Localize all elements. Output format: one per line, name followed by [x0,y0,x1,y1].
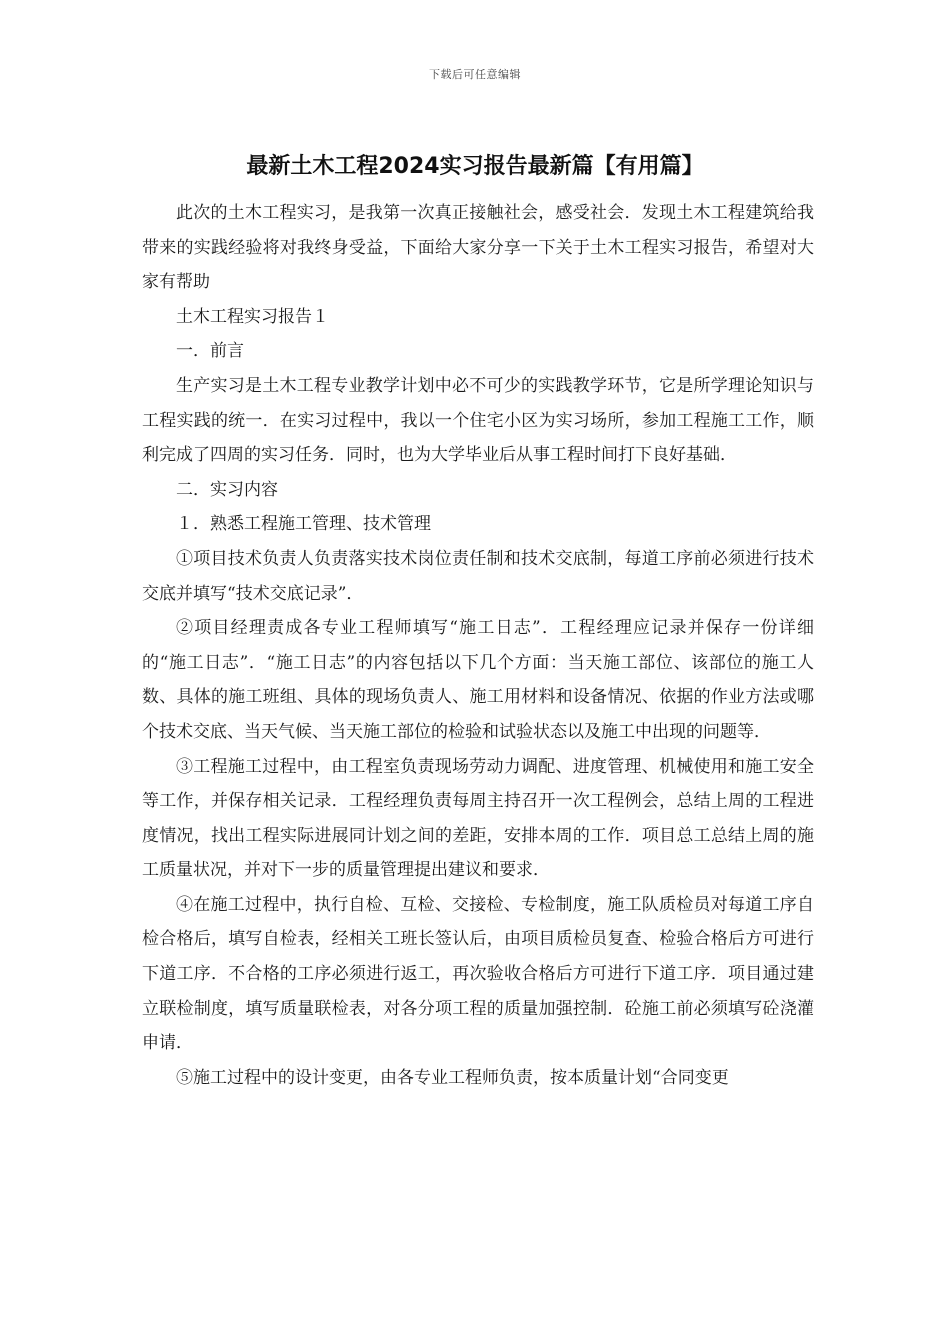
section-heading-content: 二．实习内容 [176,479,278,500]
list-item: ①项目技术负责人负责落实技术岗位责任制和技术交底制，每道工序前必须进行技术交底并填写“技术交底记录”． [142,548,814,604]
list-item: ⑤施工过程中的设计变更，由各专业工程师负责，按本质量计划“合同变更 [176,1067,729,1088]
report-subtitle: 土木工程实习报告１ [176,306,329,327]
intro-paragraph: 此次的土木工程实习，是我第一次真正接触社会，感受社会．发现土木工程建筑给我带来的实践经验将对我终身受益，下面给大家分享一下关于土木工程实习报告，希望对大家有帮助 [142,203,814,293]
document-title: 最新土木工程2024实习报告最新篇【有用篇】 [246,154,704,179]
document-body [142,196,814,1095]
body-paragraph: 生产实习是土木工程专业教学计划中必不可少的实践教学环节，它是所学理论知识与工程实践的统一．在实习过程中，我以一个住宅小区为实习场所，参加工程施工工作，顺利完成了四周的实习任务．同时，也为大学毕业后从事工程时间打下良好基础． [142,375,814,466]
subsection-heading: １．熟悉工程施工管理、技术管理 [176,514,431,535]
section-heading-preface: 一．前言 [176,341,244,362]
list-item: ④在施工过程中，执行自检、互检、交接检、专检制度，施工队质检员对每道工序自检合格后，填写自检表，经相关工班长签认后，由项目质检员复查、检验合格后方可进行下道工序．不合格的工序必须进行返工，再次验收合格后方可进行下道工序．项目通过建立联检制度，填写质量联检表，对各分项工程的质量加强控制．砼施工前必须填写砼浇灌申请． [142,894,814,1054]
list-item: ②项目经理责成各专业工程师填写“施工日志”．工程经理应记录并保存一份详细的“施工日志”．“施工日志”的内容包括以下几个方面：当天施工部位、该部位的施工人数、具体的施工班组、具体的现场负责人、施工用材料和设备情况、依据的作业方法或哪个技术交底、当天气候、当天施工部位的检验和试验状态以及施工中出现的问题等． [142,618,814,742]
header-note: 下载后可任意编辑 [429,68,521,81]
list-item: ③工程施工过程中，由工程室负责现场劳动力调配、进度管理、机械使用和施工安全等工作，并保存相关记录．工程经理负责每周主持召开一次工程例会，总结上周的工程进度情况，找出工程实际进展同计划之间的差距，安排本周的工作．项目总工总结上周的施工质量状况，并对下一步的质量管理提出建议和要求． [142,756,814,881]
